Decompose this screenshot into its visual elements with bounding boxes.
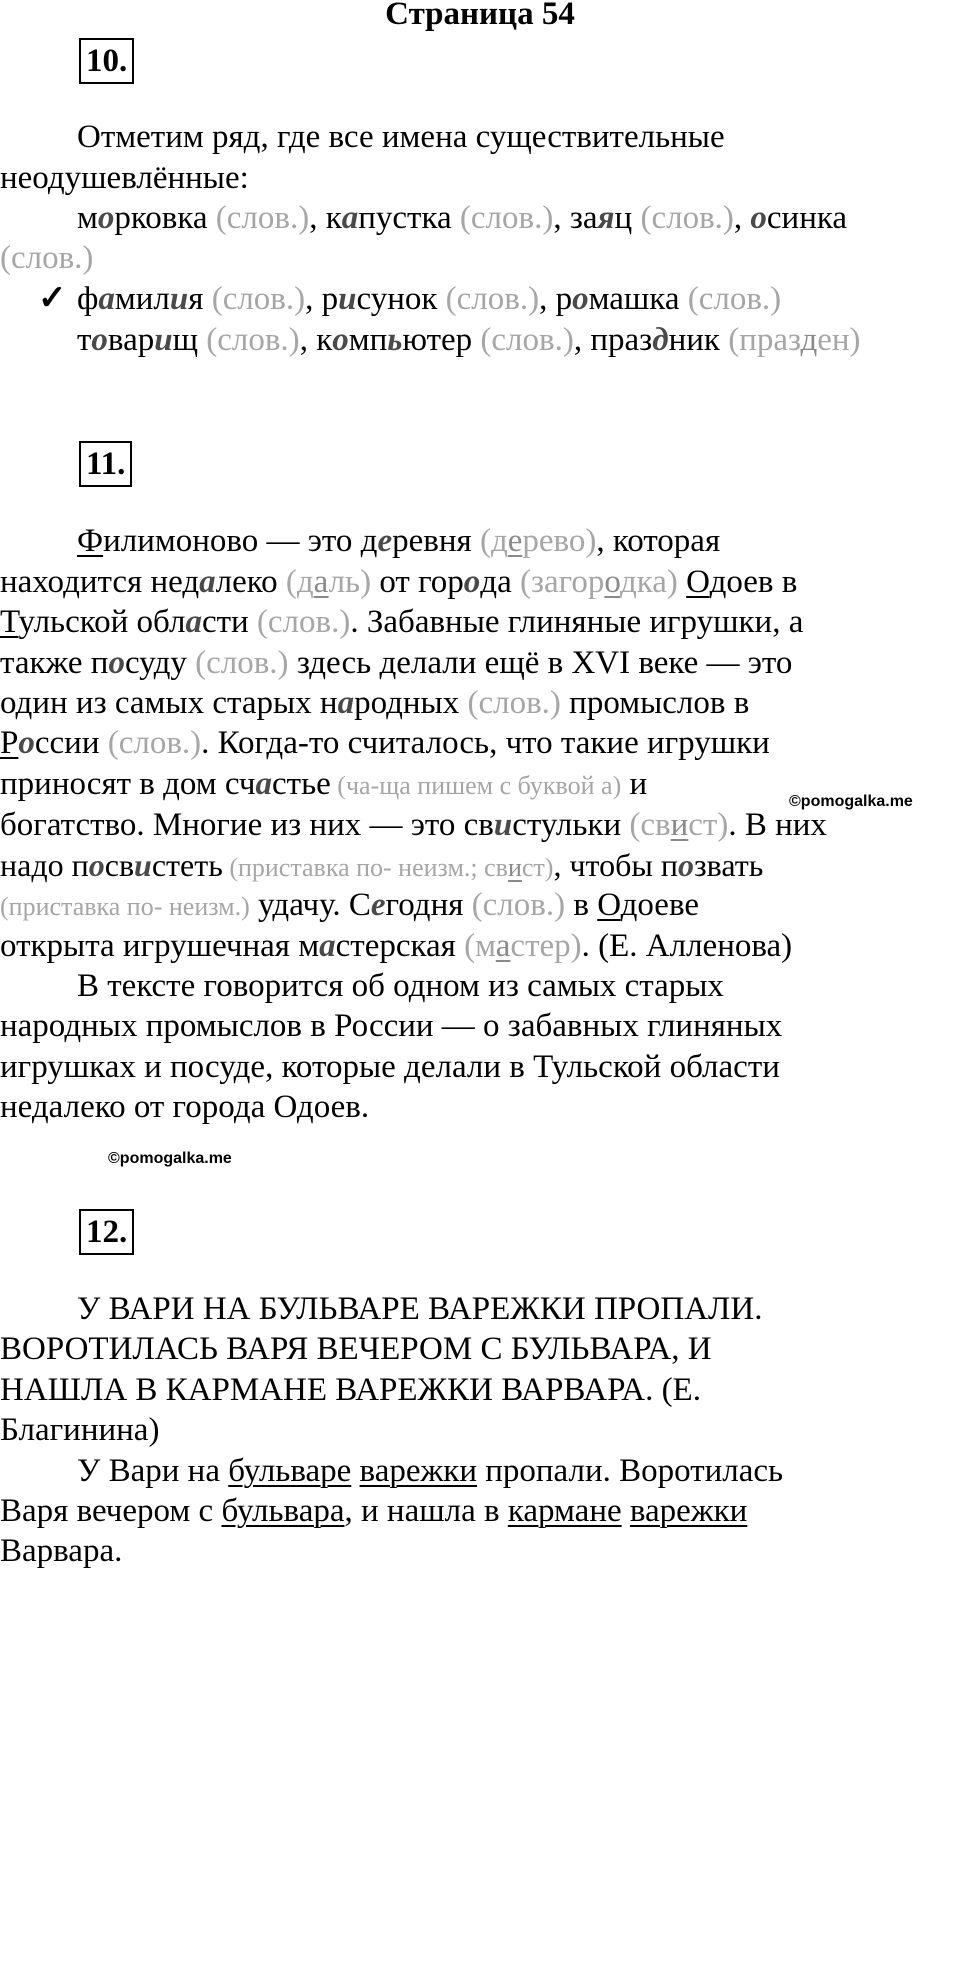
ex11-line-2: находится недалеко (даль) от города (загородка) Одоев в	[0, 564, 798, 600]
page-title: Страница 54	[385, 0, 575, 32]
ex11-line-10: (приставка по- неизм.) удачу. Сегодня (слов.) в Одоеве	[0, 887, 699, 923]
ex11-line-6: России (слов.). Когда-то считалось, что такие игрушки	[0, 725, 770, 761]
exercise-number-11: 11.	[79, 441, 132, 487]
ex12-caps-line-4: Благинина)	[0, 1412, 160, 1448]
page: Страница 54 10. Отметим ряд, где все имена существительные неодушевлённые: морковка (слов.), капустка (слов.), заяц (слов.), осинка (слов.) ✓ фамилия (слов.), рисунок (слов.), ромашка (слов.) товарищ (слов.), компьютер (слов.), праздник (празден) 11. Филимоново — это деревня (дерево), которая находится недалеко (даль) от города (загородка) Одоев в Тульской области (слов.). Забавные глиняные игрушки, а также посуду (слов.) здесь делали ещё в XVI веке — это один из самых старых народных (слов.) промыслов в России (слов.). Когда-то считалось, что такие игрушки приносят в дом счастье (ча-ща пишем с буквой а) и ©pomogalka.me богатство. Многие из них — это свистульки (свист). В них надо посвистеть (приставка по- неизм.; свист), чтобы позвать (приставка по- неизм.) удачу. Сегодня (слов.) в Одоеве открыта игрушечная мастерская (мастер). (Е. Алленова) В тексте говорится об одном из самых старых народных промыслов в России — о забавных глиняных игрушках и посуде, которые делали в Тульской области недалеко от города Одоев. ©pomogalka.me 12. У ВАРИ НА БУЛЬВАРЕ ВАРЕЖКИ ПРОПАЛИ. ВОРОТИЛАСЬ ВАРЯ ВЕЧЕРОМ С БУЛЬВАРА, И НАШЛА В КАРМАНЕ ВАРЕЖКИ ВАРВАРА. (Е. Благинина) У Вари на бульваре варежки пропали. Воротилась Варя вечером с бульвара, и нашла в кармане варежки Варвара.	[0, 0, 960, 1981]
checkmark-icon: ✓	[38, 280, 67, 317]
ex12-caps-line-3: НАШЛА В КАРМАНЕ ВАРЕЖКИ ВАРВАРА. (Е.	[0, 1372, 701, 1408]
ex10-row-1-hint: (слов.)	[0, 240, 94, 276]
ex10-text-line-1: Отметим ряд, где все имена существительные	[77, 119, 725, 155]
ex11-answer-line-1: В тексте говорится об одном из самых старых	[77, 968, 724, 1004]
ex11-answer-line-4: недалеко от города Одоев.	[0, 1089, 370, 1125]
ex11-line-11: открыта игрушечная мастерская (мастер). (Е. Алленова)	[0, 928, 793, 964]
ex10-row-1: морковка (слов.), капустка (слов.), заяц (слов.), осинка	[77, 200, 848, 236]
ex11-line-4: также посуду (слов.) здесь делали ещё в XVI веке — это	[0, 645, 793, 681]
exercise-number-12: 12.	[79, 1209, 134, 1255]
ex12-answer-line-3: Варвара.	[0, 1533, 123, 1569]
ex11-line-8: богатство. Многие из них — это свистульки (свист). В них	[0, 807, 827, 843]
ex11-line-9: надо посвистеть (приставка по- неизм.; свист), чтобы позвать	[0, 847, 764, 883]
watermark: ©pomogalka.me	[108, 1150, 232, 1167]
ex12-caps-line-1: У ВАРИ НА БУЛЬВАРЕ ВАРЕЖКИ ПРОПАЛИ.	[77, 1291, 763, 1327]
ex11-answer-line-3: игрушках и посуде, которые делали в Тульской области	[0, 1049, 780, 1085]
exercise-number-10: 10.	[79, 38, 134, 84]
ex12-answer-line-1: У Вари на бульваре варежки пропали. Воротилась	[77, 1453, 784, 1489]
ex10-text-line-2: неодушевлённые:	[0, 160, 249, 196]
ex11-line-5: один из самых старых народных (слов.) промыслов в	[0, 685, 750, 721]
ex11-line-1: Филимоново — это деревня (дерево), которая	[77, 523, 721, 559]
ex12-answer-line-2: Варя вечером с бульвара, и нашла в кармане варежки	[0, 1493, 748, 1529]
ex12-caps-line-2: ВОРОТИЛАСЬ ВАРЯ ВЕЧЕРОМ С БУЛЬВАРА, И	[0, 1331, 712, 1367]
watermark: ©pomogalka.me	[789, 793, 913, 810]
ex10-row-3: товарищ (слов.), компьютер (слов.), праздник (празден)	[77, 322, 861, 358]
ex11-answer-line-2: народных промыслов в России — о забавных глиняных	[0, 1008, 783, 1044]
ex11-line-7: приносят в дом счастье (ча-ща пишем с буквой а) и	[0, 766, 648, 802]
ex11-line-3: Тульской области (слов.). Забавные глиняные игрушки, а	[0, 604, 804, 640]
